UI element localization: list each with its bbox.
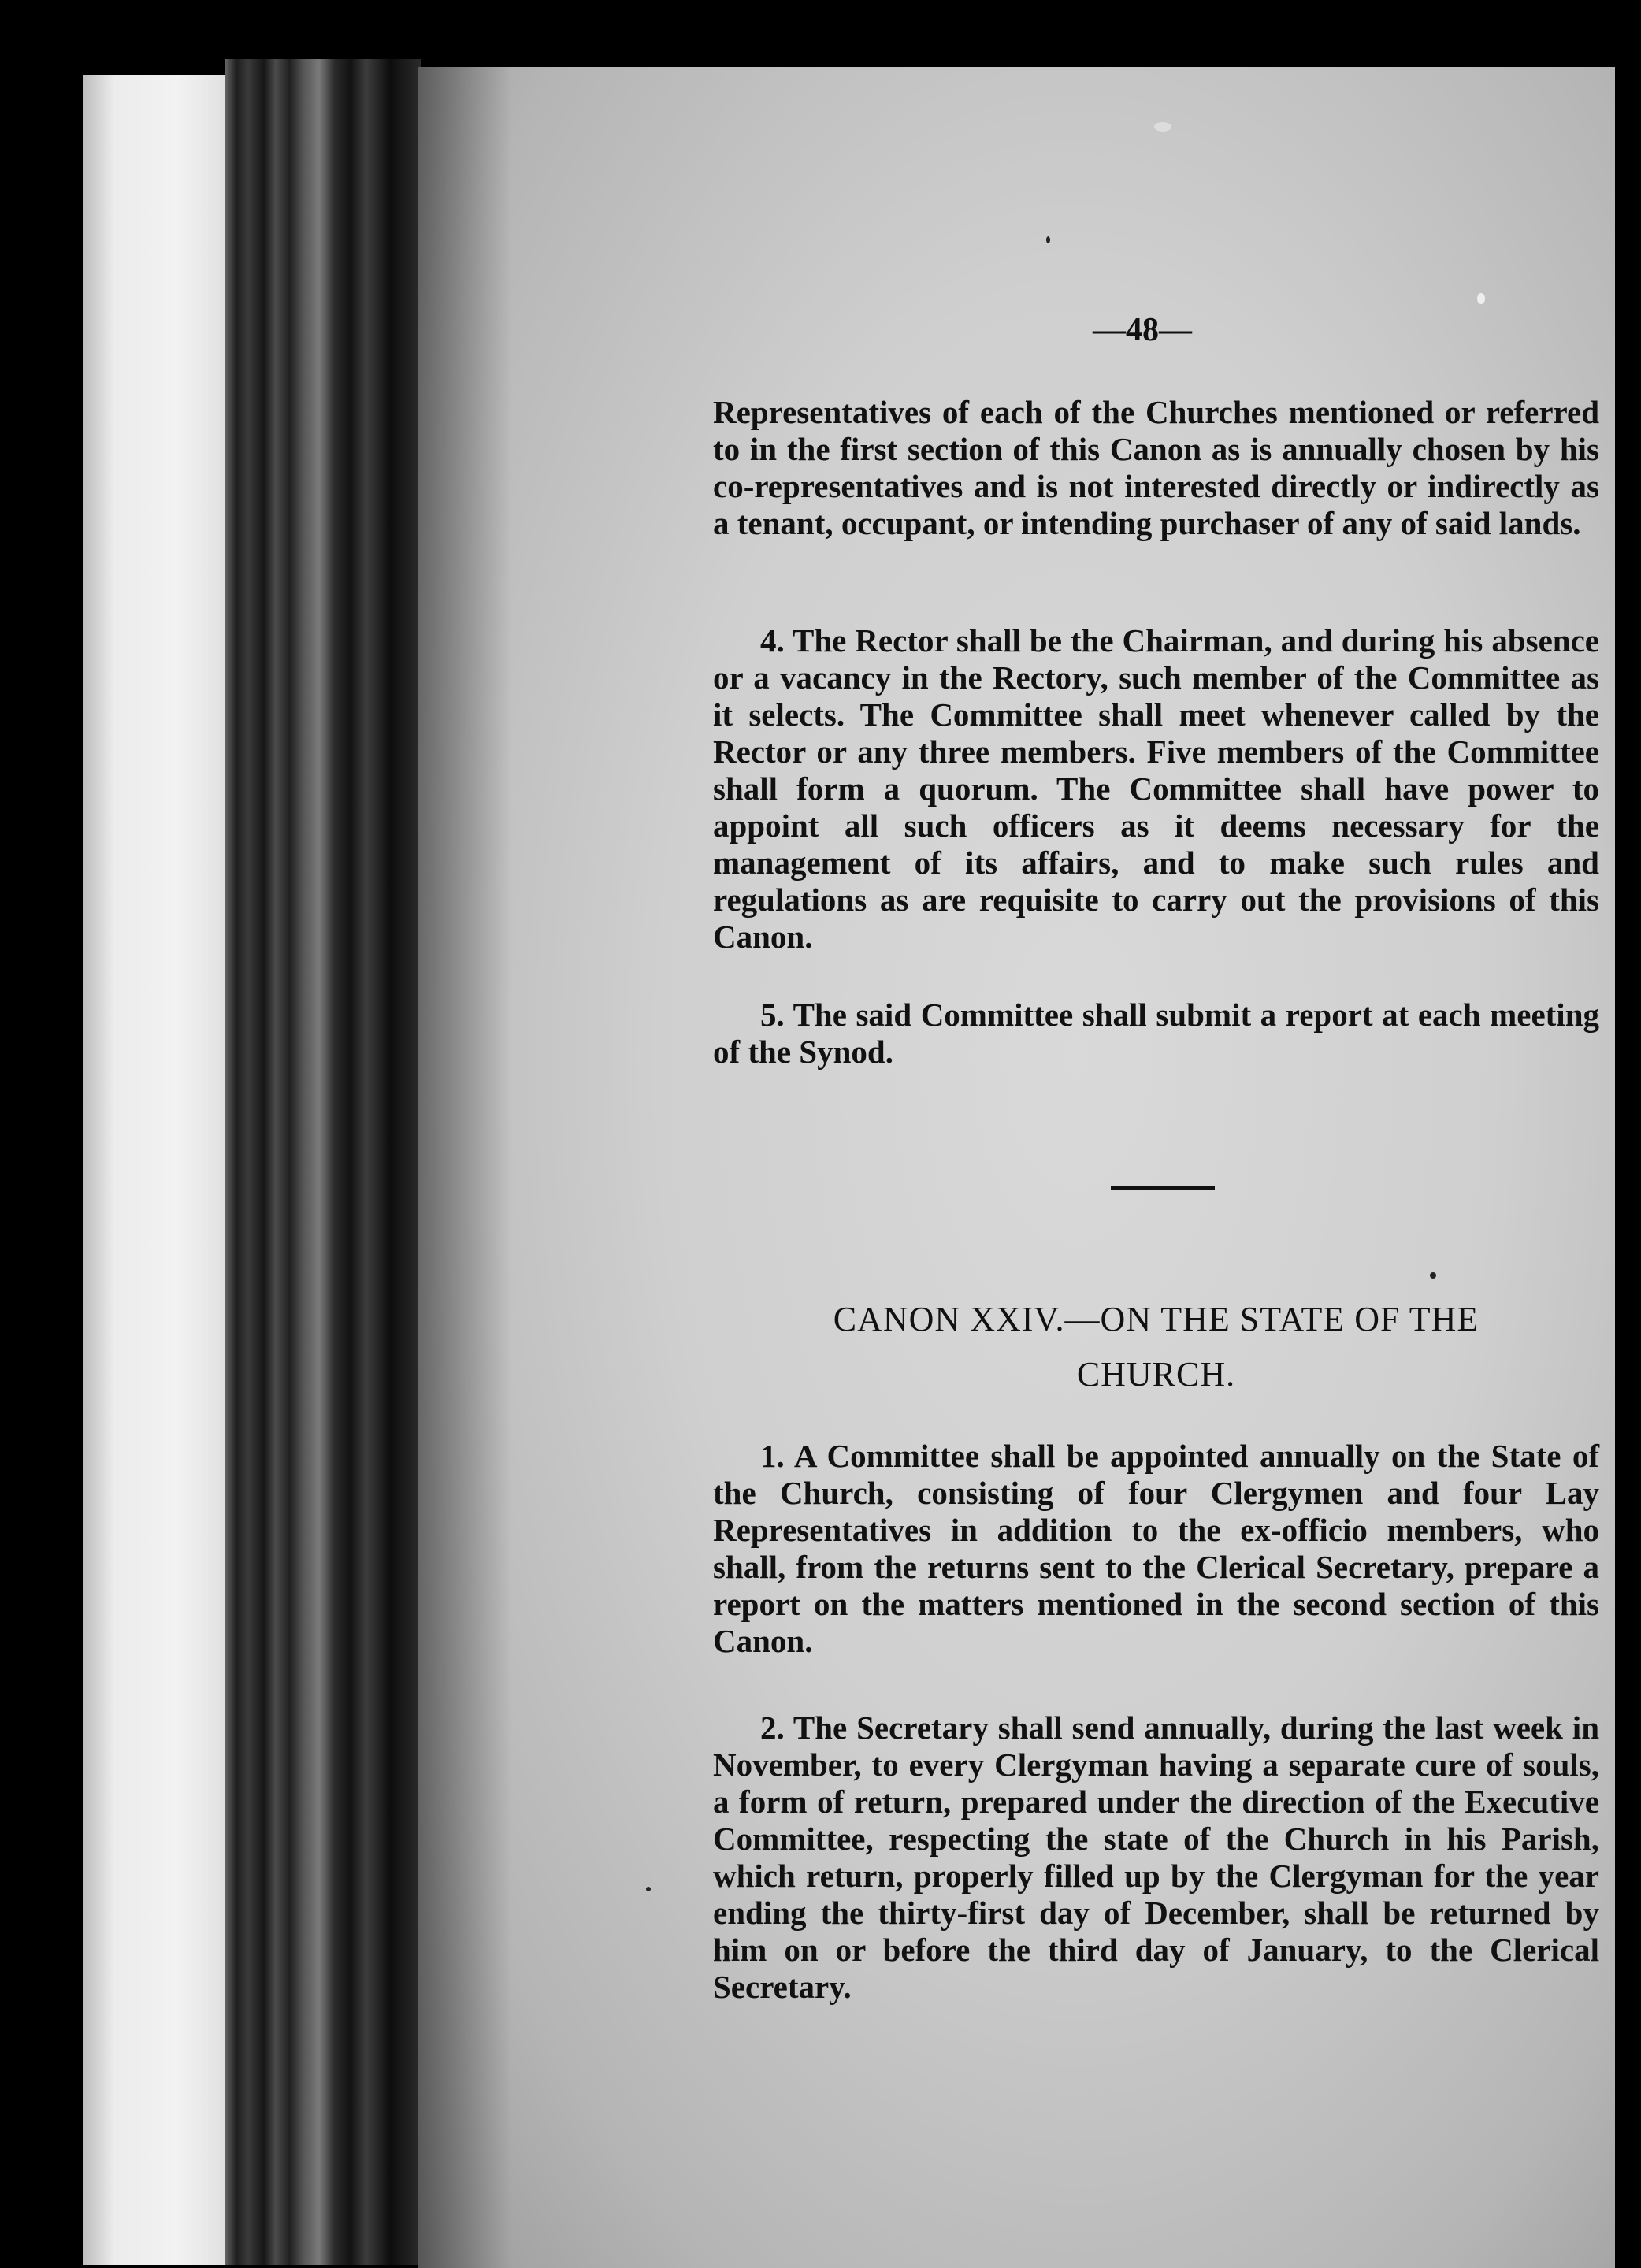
scan-speck [1430,1272,1436,1279]
scan-speck [1477,293,1485,304]
canon-paragraph-section-2: 2. The Secretary shall send annually, during the last week in November, to every Clergyman having a separate cure of souls, a form of return, prepared under the direction of the Executive Committee, respecting the state of the Church in his Parish, which return, properly filled up by the Clergyman for the year ending the thirty-first day of December, shall be returned by him on or before the third day of January, to the Clerical Secretary. [713,1709,1599,2005]
canon-paragraph-section-1: 1. A Committee shall be appointed annually on the State of the Church, consisting of four Clergymen and four Lay Representatives in addition to the ex-officio members, who shall, from the returns sent to the Clerical Secretary, prepare a report on the matters mentioned in the second section of this Canon. [713,1438,1599,1659]
canon-heading-line-2: CHURCH. [1076,1355,1236,1394]
paragraph-section-5: 5. The said Committee shall submit a report at each meeting of the Synod. [713,997,1599,1070]
canon-heading-line-1: CANON XXIV.—ON THE STATE OF THE [833,1300,1479,1338]
page-gutter-shadow [418,67,512,2268]
canon-heading [713,1292,1599,1402]
paragraph-section-4: 4. The Rector shall be the Chairman, and during his absence or a vacancy in the Rectory, such member of the Committee as it selects. The Committee shall meet whenever called by the Rector or any three members. Five members of the Committee shall form a quorum. The Committee shall have power to appoint all such officers as it deems necessary for the management of its affairs, and to make such rules and regulations as are requisite to carry out the provisions of this Canon. [713,622,1599,955]
scan-speck [646,1887,651,1891]
scan-speck [1046,236,1050,243]
book-edge [83,75,240,2265]
book-binding [225,59,421,2265]
scan-speck [1154,122,1171,132]
page-number: —48— [1093,312,1192,348]
section-divider [1111,1186,1215,1190]
paragraph-continuation: Representatives of each of the Churches mentioned or referred to in the first section of this Canon as is annually chosen by his co-representatives and is not interested directly or indirectly as a tenant, occupant, or intending purchaser of any of said lands. [713,394,1599,541]
